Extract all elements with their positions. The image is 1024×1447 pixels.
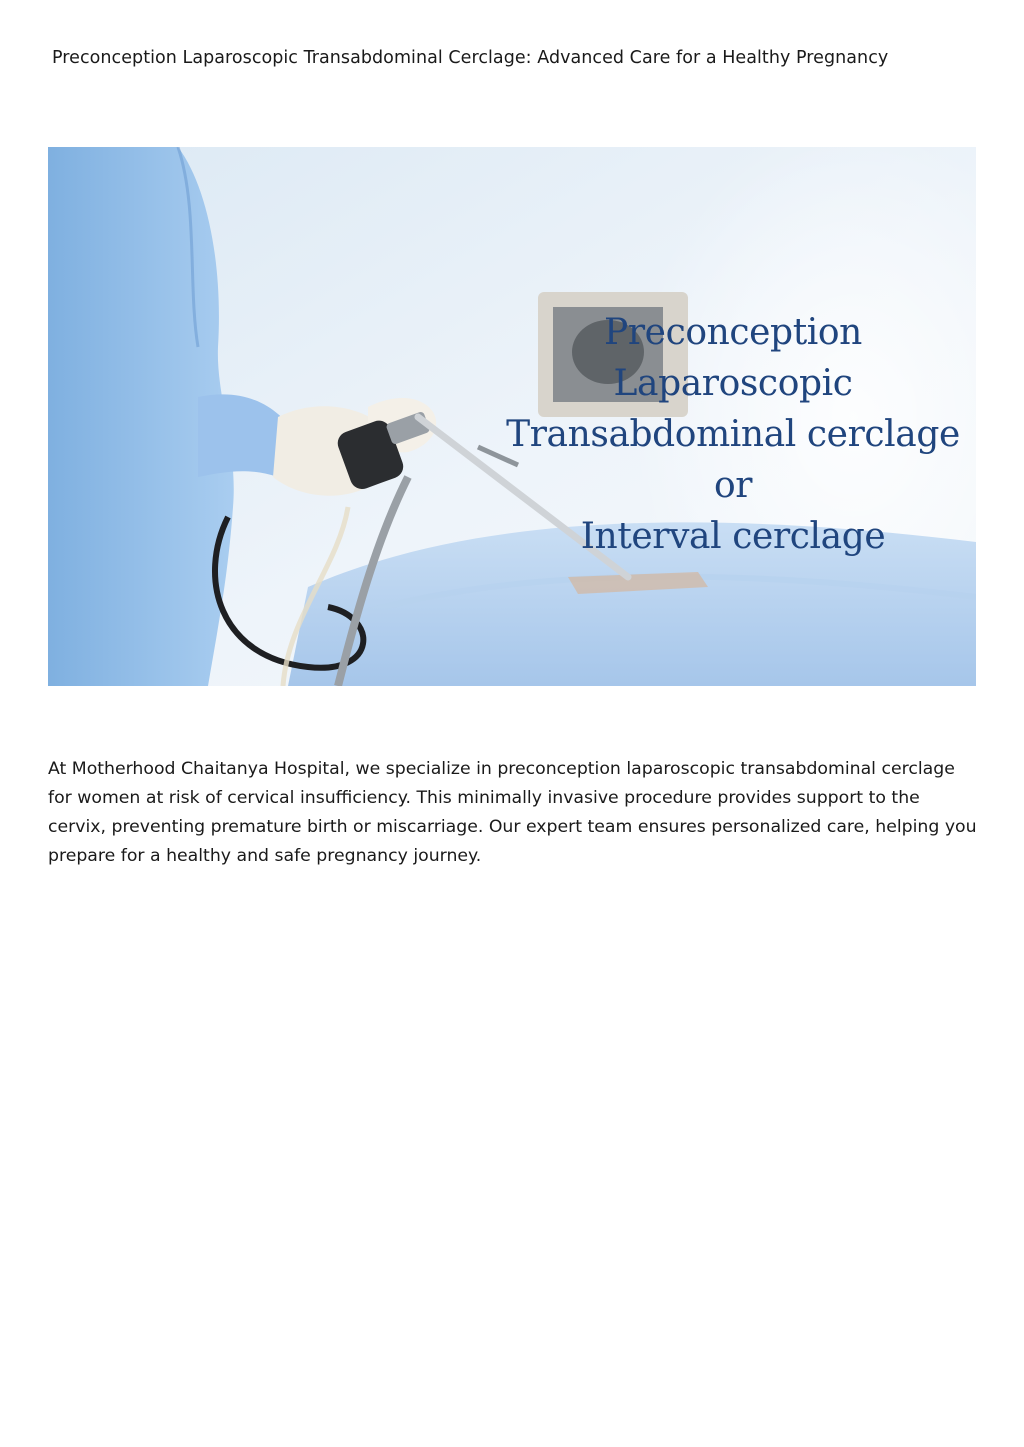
page-title: Preconception Laparoscopic Transabdominal Cerclage: Advanced Care for a Healthy Pregnancy (52, 48, 889, 68)
hero-headline (488, 307, 976, 562)
hero-line: Laparoscopic (613, 363, 853, 404)
hero-line: Interval cerclage (580, 516, 886, 557)
intro-paragraph: At Motherhood Chaitanya Hospital, we specialize in preconception laparoscopic transabdominal cerclage for women at risk of cervical insufficiency. This minimally invasive procedure provides support to the cervix, preventing premature birth or miscarriage. Our expert team ensures personalized care, helping you prepare for a healthy and safe pregnancy journey. (48, 759, 977, 866)
hero-line: Preconception (604, 312, 862, 353)
hero-line: or (713, 465, 753, 506)
hero-image (48, 147, 976, 686)
hero-line: Transabdominal cerclage (506, 414, 960, 455)
